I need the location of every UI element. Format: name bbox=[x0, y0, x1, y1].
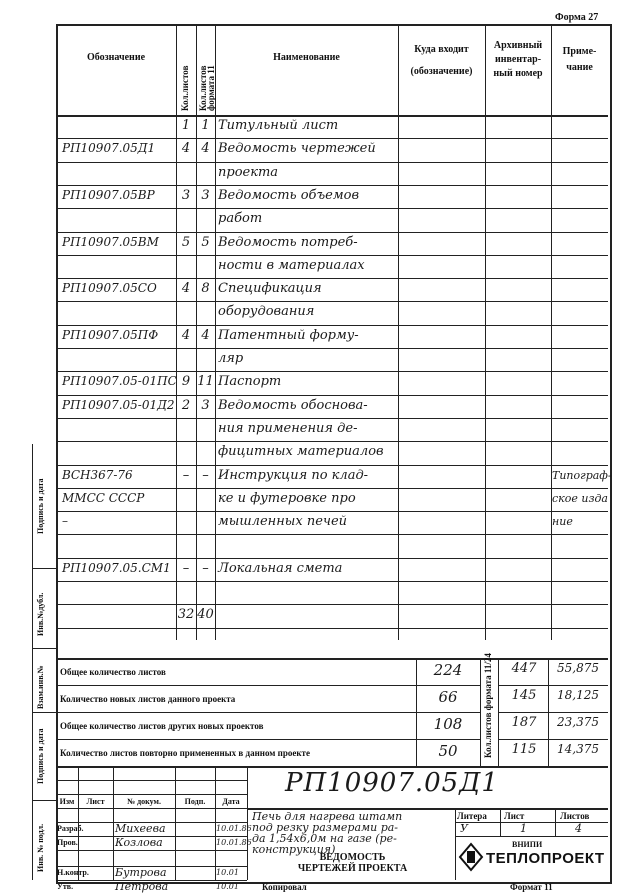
organization-name: ТЕПЛОПРОЕКТ bbox=[486, 850, 605, 867]
row-name: работ bbox=[218, 211, 263, 227]
rule-line bbox=[56, 348, 608, 349]
row-designation: РП10907.05.СМ1 bbox=[62, 560, 171, 575]
rule-line bbox=[56, 850, 247, 851]
signer-role: Разраб. bbox=[57, 824, 84, 833]
row-count-format11: 11 bbox=[197, 374, 214, 390]
rule-line bbox=[56, 685, 480, 686]
header-sheet-count-format-2: формата 11 bbox=[206, 65, 216, 111]
total-value: 50 bbox=[438, 742, 458, 760]
rule-line bbox=[56, 558, 608, 559]
row-name: Ведомость потреб- bbox=[218, 234, 358, 250]
rule-line bbox=[455, 822, 608, 823]
rule-line bbox=[498, 739, 608, 740]
signer-date: 10.01.86 bbox=[216, 824, 252, 833]
row-name: ности в материалах bbox=[218, 257, 365, 273]
row-designation: РП10907.05Д1 bbox=[62, 141, 156, 156]
header-archive: ный номер bbox=[493, 68, 543, 79]
row-designation: РП10907.05СО bbox=[62, 281, 157, 296]
row-name: Инструкция по клад- bbox=[218, 467, 369, 483]
total-value-1: 145 bbox=[511, 688, 537, 703]
rule-line bbox=[56, 739, 480, 740]
side-label: Подпись и дата bbox=[36, 478, 45, 534]
row-count: – bbox=[182, 467, 190, 483]
header-sheet-count: Кол.листов bbox=[180, 65, 190, 111]
side-label: Взам.инв.№ bbox=[36, 665, 45, 709]
rule-line bbox=[56, 780, 247, 781]
total-label: Количество новых листов данного проекта bbox=[60, 694, 236, 704]
rule-line bbox=[551, 24, 552, 640]
rule-line bbox=[56, 465, 608, 466]
total-label: Общее количество листов других новых проектов bbox=[60, 721, 264, 731]
rule-line bbox=[56, 418, 608, 419]
signer-role: Н.контр. bbox=[57, 868, 89, 877]
title-col-header: № докум. bbox=[127, 797, 161, 806]
organization-logo bbox=[458, 842, 484, 872]
row-count: 4 bbox=[181, 281, 191, 297]
row-name: оборудования bbox=[218, 304, 315, 320]
total-value-2: 14,375 bbox=[557, 742, 599, 756]
sheet-label: Лист bbox=[504, 811, 525, 821]
row-count-format11: 8 bbox=[201, 281, 210, 297]
row-count-format11: 4 bbox=[201, 141, 210, 157]
row-name: ния применения де- bbox=[218, 420, 358, 436]
rule-line bbox=[32, 800, 56, 801]
total-value-1: 115 bbox=[511, 742, 537, 757]
row-count: 3 bbox=[181, 187, 191, 203]
side-label: Инв. № подл. bbox=[36, 823, 45, 872]
project-description: конструкция) bbox=[252, 843, 336, 856]
rule-line bbox=[56, 712, 480, 713]
sheets-label: Листов bbox=[560, 811, 590, 821]
project-description: под резку размерами ра- bbox=[252, 821, 399, 834]
row-name: Паспорт bbox=[218, 374, 282, 390]
rule-line bbox=[56, 371, 608, 372]
rule-line bbox=[56, 808, 247, 809]
organization-small: ВНИПИ bbox=[512, 840, 543, 849]
rule-line bbox=[398, 24, 399, 640]
row-designation: ВСН367-76 bbox=[62, 467, 133, 482]
row-name: Локальная смета bbox=[218, 560, 343, 576]
rule-line bbox=[56, 301, 608, 302]
rule-line bbox=[485, 24, 486, 640]
rule-line bbox=[56, 511, 608, 512]
header-note: Приме- bbox=[562, 46, 597, 57]
row-count-format11: – bbox=[202, 560, 209, 576]
row-designation: РП10907.05-01ПС bbox=[62, 374, 177, 389]
document-title: ВЕДОМОСТЬ bbox=[319, 852, 386, 863]
rule-line bbox=[56, 208, 608, 209]
row-count: – bbox=[182, 560, 190, 576]
rule-line bbox=[56, 185, 608, 186]
document-title: ЧЕРТЕЖЕЙ ПРОЕКТА bbox=[297, 863, 408, 874]
title-col-header: Дата bbox=[222, 797, 240, 806]
row-name: ке и футеровке про bbox=[218, 490, 356, 506]
rule-line bbox=[32, 568, 56, 569]
signer-date: 10.01 bbox=[216, 882, 239, 891]
rule-line bbox=[480, 658, 481, 766]
rule-line bbox=[56, 658, 608, 660]
rule-line bbox=[56, 628, 608, 629]
row-count-format11: 1 bbox=[201, 118, 210, 133]
signer-name: Михеева bbox=[115, 822, 166, 835]
row-name: Патентный форму- bbox=[218, 327, 359, 343]
rule-line bbox=[56, 534, 608, 535]
rule-line bbox=[247, 766, 248, 880]
rule-line bbox=[56, 278, 608, 279]
org-emblem-icon bbox=[458, 842, 484, 872]
signer-role: Пров. bbox=[57, 838, 78, 847]
row-count: 2 bbox=[181, 397, 191, 413]
signer-date: 10.01.86 bbox=[216, 838, 252, 847]
row-count-format11: 3 bbox=[201, 397, 210, 413]
signer-name: Бутрова bbox=[115, 866, 167, 879]
row-note: ние bbox=[552, 515, 573, 529]
rule-line bbox=[500, 808, 501, 836]
rule-line bbox=[56, 604, 608, 605]
document-code: РП10907.05Д1 bbox=[285, 768, 499, 798]
total-value-2: 18,125 bbox=[557, 688, 599, 702]
signer-name: Петрова bbox=[115, 880, 169, 893]
form-label: Форма 27 bbox=[555, 12, 599, 23]
rule-line bbox=[78, 766, 79, 880]
row-name: Ведомость чертежей bbox=[218, 141, 376, 157]
row-count: 1 bbox=[181, 118, 191, 133]
row-count: 4 bbox=[181, 327, 191, 343]
row-count-format11: 40 bbox=[197, 607, 214, 623]
row-count-format11: 5 bbox=[201, 234, 210, 250]
rule-line bbox=[32, 712, 56, 713]
header-name: Наименование bbox=[273, 52, 340, 63]
rule-line bbox=[498, 685, 608, 686]
signer-role: Утв. bbox=[57, 882, 74, 891]
total-value-1: 187 bbox=[511, 715, 537, 730]
header-sheet-count-format-1: Кол.листов bbox=[198, 65, 208, 111]
total-label: Общее количество листов bbox=[60, 667, 166, 677]
header-where-used: Куда входит bbox=[414, 44, 469, 55]
header-archive: Архивный bbox=[493, 40, 543, 51]
copied-label: Копировал bbox=[262, 882, 307, 892]
row-name: мышленных печей bbox=[218, 514, 348, 530]
project-description: да 1,54х6,0м на газе (ре- bbox=[252, 832, 397, 845]
row-name: фицитных материалов bbox=[218, 444, 384, 460]
row-name: Ведомость объемов bbox=[218, 187, 360, 203]
rule-line bbox=[56, 255, 608, 256]
rule-line bbox=[56, 162, 608, 163]
header-where-used: (обозначение) bbox=[410, 66, 473, 77]
litera-label: Литера bbox=[457, 811, 487, 821]
rule-line bbox=[56, 232, 608, 233]
rule-line bbox=[56, 488, 608, 489]
row-name: ляр bbox=[218, 351, 244, 366]
total-value-2: 55,875 bbox=[557, 661, 599, 675]
row-count: 5 bbox=[181, 234, 191, 250]
format-label: Формат 11 bbox=[510, 882, 553, 892]
header-archive: инвентар- bbox=[494, 54, 542, 65]
row-note: ское изда bbox=[552, 491, 608, 505]
total-label: Количество листов повторно примененных в данном проекте bbox=[60, 748, 310, 758]
signer-date: 10.01 bbox=[216, 868, 239, 877]
sheets-value: 4 bbox=[575, 822, 582, 835]
rule-line bbox=[56, 395, 608, 396]
format-label: Кол.листов формата 11/24 bbox=[483, 653, 493, 758]
row-name: Ведомость обоснова- bbox=[218, 397, 368, 413]
row-count: 32 bbox=[177, 607, 195, 623]
row-count-format11: – bbox=[202, 467, 209, 483]
rule-line bbox=[555, 808, 556, 836]
rule-line bbox=[215, 766, 216, 880]
row-designation: РП10907.05ВМ bbox=[62, 234, 159, 249]
header-note: чание bbox=[566, 62, 593, 73]
rule-line bbox=[56, 138, 608, 139]
row-count: 9 bbox=[181, 374, 191, 390]
row-designation: – bbox=[62, 514, 68, 529]
total-value: 224 bbox=[433, 661, 463, 679]
rule-line bbox=[455, 808, 456, 880]
rule-line bbox=[32, 648, 56, 649]
total-value: 66 bbox=[438, 688, 458, 706]
rule-line bbox=[56, 794, 247, 795]
row-designation: РП10907.05ПФ bbox=[62, 327, 159, 342]
rule-line bbox=[56, 581, 608, 582]
row-count-format11: 4 bbox=[201, 327, 210, 343]
row-note: Типограф- bbox=[552, 468, 612, 482]
rule-line bbox=[56, 441, 608, 442]
row-designation: РП10907.05-01Д2 bbox=[62, 397, 175, 412]
rule-line bbox=[498, 712, 608, 713]
total-value-2: 23,375 bbox=[557, 715, 599, 729]
litera-value: У bbox=[460, 822, 468, 835]
row-name: Титульный лист bbox=[218, 118, 339, 133]
title-col-header: Подп. bbox=[184, 797, 206, 806]
rule-line bbox=[56, 115, 608, 117]
rule-line bbox=[455, 836, 608, 837]
rule-line bbox=[113, 766, 114, 880]
project-description: Печь для нагрева штамп bbox=[252, 810, 403, 823]
row-name: проекта bbox=[218, 164, 279, 180]
row-designation: ММСС СССР bbox=[62, 490, 145, 505]
sheet-value: 1 bbox=[520, 822, 527, 835]
side-label: Подпись и дата bbox=[36, 728, 45, 784]
header-designation: Обозначение bbox=[86, 52, 146, 63]
row-name: Спецификация bbox=[218, 281, 322, 297]
rule-line bbox=[215, 24, 216, 640]
rule-line bbox=[56, 766, 247, 767]
rule-line bbox=[56, 325, 608, 326]
row-count-format11: 3 bbox=[201, 187, 210, 203]
signer-name: Козлова bbox=[115, 836, 163, 849]
row-designation: РП10907.05ВР bbox=[62, 187, 155, 202]
side-label: Инв.№дубл. bbox=[36, 592, 45, 636]
title-col-header: Изм bbox=[59, 797, 75, 806]
rule-line bbox=[175, 766, 176, 880]
total-value-1: 447 bbox=[511, 661, 537, 676]
row-count: 4 bbox=[181, 141, 191, 157]
title-col-header: Лист bbox=[86, 797, 105, 806]
total-value: 108 bbox=[433, 715, 463, 733]
